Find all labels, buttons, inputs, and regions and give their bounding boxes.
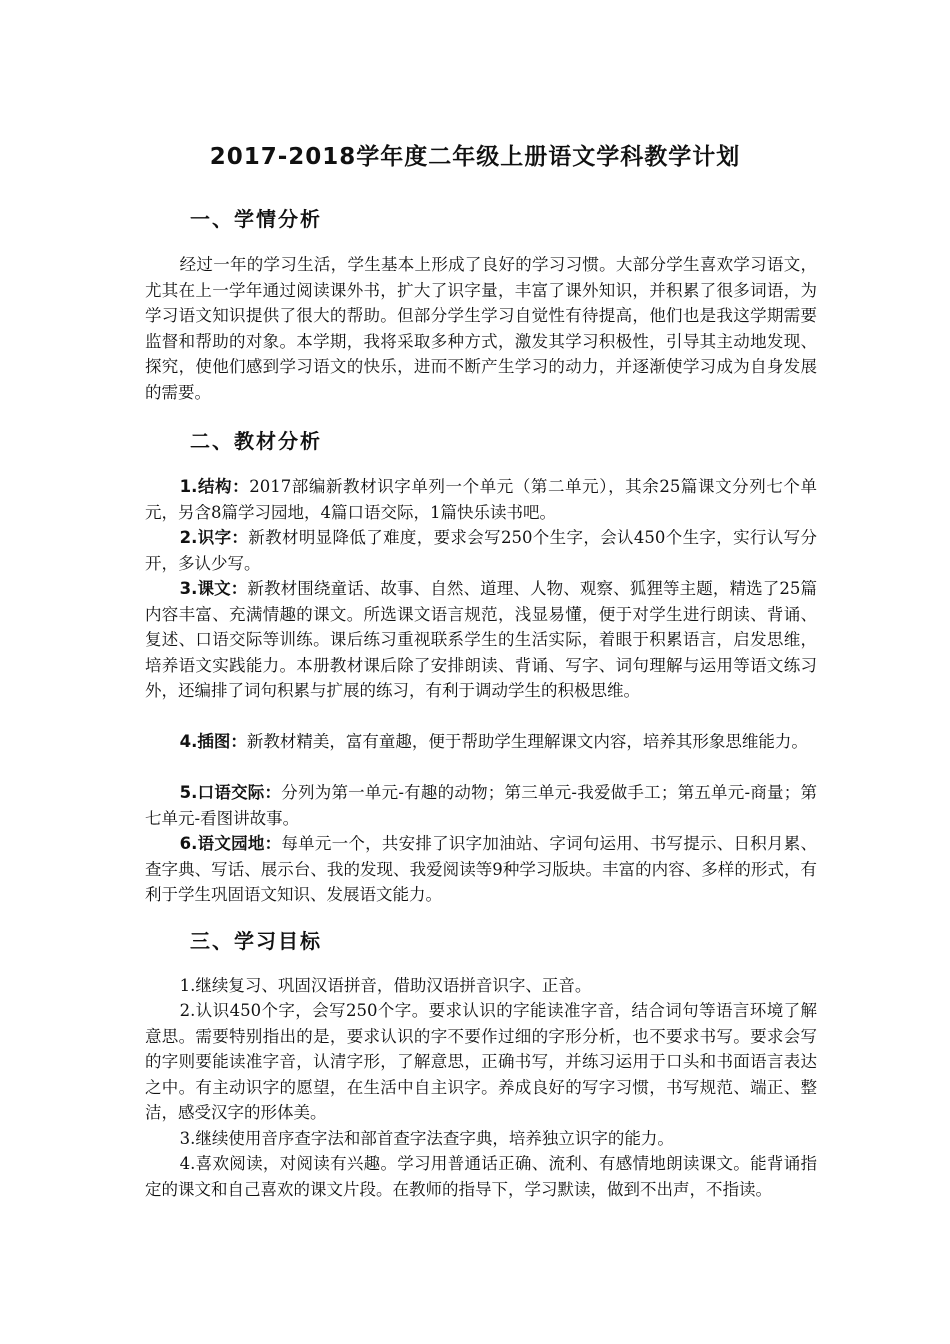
paragraph-structure [145, 474, 817, 525]
paragraph [145, 252, 817, 405]
paragraph-label: 2.识字： [179, 528, 249, 547]
paragraph-text: 新教材围绕童话、故事、自然、道理、人物、观察、狐狸等主题，精选了25篇内容丰富、充满情趣的课文。所选课文语言规范，浅显易懂，便于对学生进行朗读、背诵、复述、口语交际等训练。课后练习重视联系学生的生活实际，着眼于积累语言，启发思维，培养语文实践能力。本册教材课后除了安排朗读、背诵、写字、词句理解与运用等语文练习外，还编排了词句积累与扩展的练习，有利于调动学生的积极思维。 [145, 579, 817, 700]
paragraph-text: 经过一年的学习生活，学生基本上形成了良好的学习习惯。大部分学生喜欢学习语文，尤其在上一学年通过阅读课外书，扩大了识字量，丰富了课外知识，并积累了很多词语，为学习语文知识提供了很大的帮助。但部分学生学习自觉性有待提高，他们也是我这学期需要监督和帮助的对象。本学期，我将采取多种方式，激发其学习积极性，引导其主动地发现、探究，使他们感到学习语文的快乐，进而不断产生学习的动力，并逐渐使学习成为自身发展的需要。 [145, 255, 817, 402]
paragraph-text: 分列为第一单元-有趣的动物；第三单元-我爱做手工；第五单元-商量；第七单元-看图讲故事。 [145, 783, 818, 828]
paragraph-text: 新教材精美，富有童趣，便于帮助学生理解课文内容，培养其形象思维能力。 [246, 732, 808, 751]
section-heading-learning-analysis: 一、学情分析 [190, 207, 322, 231]
paragraph-illustrations [145, 729, 817, 755]
paragraph-text: 3.继续使用音序查字法和部首查字法查字典，培养独立识字的能力。 [179, 1129, 674, 1148]
paragraph-label: 5.口语交际： [179, 783, 282, 802]
document-title: 2017-2018学年度二年级上册语文学科教学计划 [209, 144, 741, 170]
paragraph-goal-3 [145, 1126, 817, 1152]
paragraph-goal-2 [145, 998, 817, 1126]
paragraph-text: 2017部编新教材识字单列一个单元（第二单元），其余25篇课文分列七个单元，另含8篇学习园地，4篇口语交际，1篇快乐读书吧。 [145, 477, 817, 522]
paragraph-oral-communication [145, 780, 817, 831]
paragraph-literacy [145, 525, 817, 576]
paragraph-text: 1.继续复习、巩固汉语拼音，借助汉语拼音识字、正音。 [179, 976, 592, 995]
paragraph-label: 6.语文园地： [179, 834, 282, 853]
paragraph-texts [145, 576, 817, 704]
paragraph-label: 1.结构： [179, 477, 250, 496]
paragraph-text: 每单元一个，共安排了识字加油站、字词句运用、书写提示、日积月累、查字典、写话、展示台、我的发现、我爱阅读等9种学习版块。丰富的内容、多样的形式，有利于学生巩固语文知识、发展语文能力。 [145, 834, 818, 904]
paragraph-label: 3.课文： [179, 579, 248, 598]
section-heading-textbook-analysis: 二、教材分析 [190, 429, 322, 453]
paragraph-text: 4.喜欢阅读，对阅读有兴趣。学习用普通话正确、流利、有感情地朗读课文。能背诵指定的课文和自己喜欢的课文片段。在教师的指导下，学习默读，做到不出声，不指读。 [145, 1154, 817, 1199]
paragraph-goal-1 [145, 973, 817, 999]
paragraph-text: 新教材明显降低了难度，要求会写250个生字，会认450个生字，实行认写分开，多认少写。 [145, 528, 817, 573]
paragraph-label: 4.插图： [179, 732, 247, 751]
paragraph-language-garden [145, 831, 817, 908]
paragraph-goal-4 [145, 1151, 817, 1202]
paragraph-text: 2.认识450个字，会写250个字。要求认识的字能读准字音，结合词句等语言环境了解意思。需要特别指出的是，要求认识的字不要作过细的字形分析，也不要求书写。要求会写的字则要能读准字音，认清字形，了解意思，正确书写，并练习运用于口头和书面语言表达之中。有主动识字的愿望，在生活中自主识字。养成良好的写字习惯，书写规范、端正、整洁，感受汉字的形体美。 [145, 1001, 817, 1122]
section-heading-learning-goals: 三、学习目标 [190, 929, 322, 953]
